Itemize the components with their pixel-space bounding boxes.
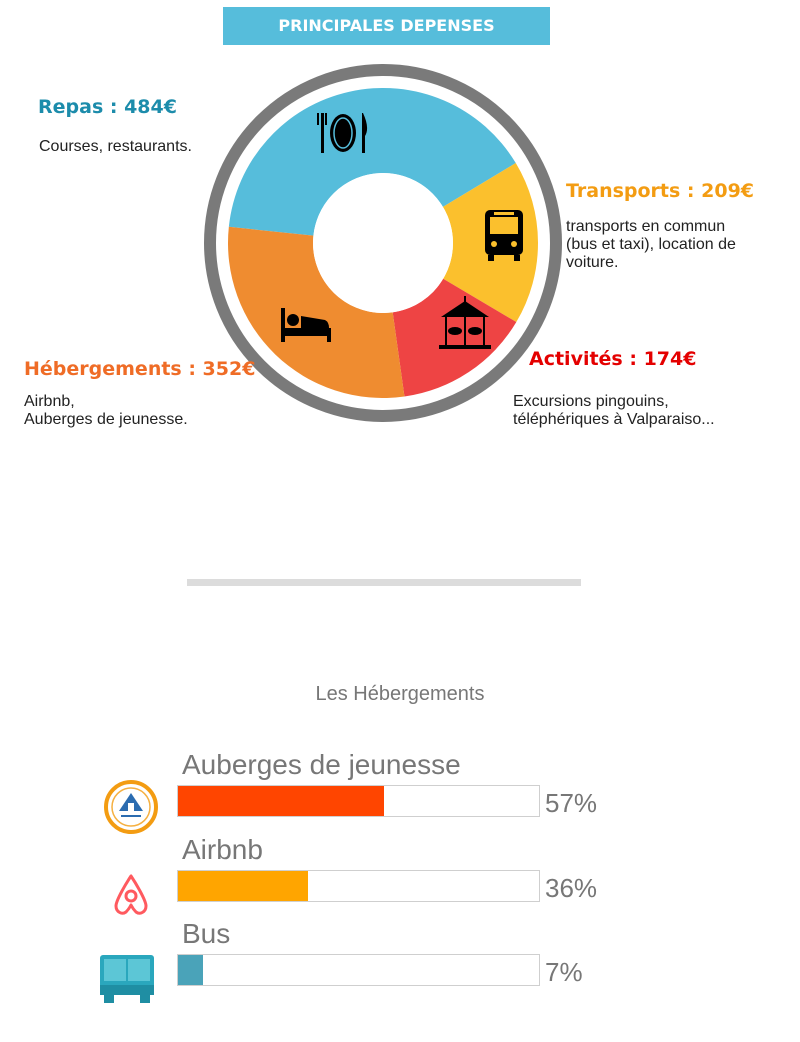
description-line: Auberges de jeunesse. — [24, 411, 188, 428]
bar-track-auberges — [177, 785, 540, 817]
hostelling-international-icon — [103, 779, 159, 835]
bar-label-auberges: Auberges de jeunesse — [182, 749, 461, 780]
section-title: Les Hébergements — [315, 683, 485, 705]
chart-title: PRINCIPALES DEPENSES — [223, 7, 550, 45]
bar-percent-airbnb: 36% — [545, 873, 598, 903]
bus-icon — [485, 210, 523, 261]
bar-fill-auberges — [178, 786, 384, 816]
label-hebergements: Hébergements : 352€ — [24, 358, 256, 380]
description-line: transports en commun — [566, 218, 726, 235]
bar-label-bus: Bus — [182, 918, 231, 949]
description-line: Excursions pingouins, — [513, 393, 669, 410]
bar-track-bus — [177, 954, 540, 986]
bar-percent-auberges: 57% — [545, 788, 598, 818]
bar-label-airbnb: Airbnb — [182, 834, 263, 865]
description-line: téléphériques à Valparaiso... — [513, 411, 715, 428]
description-repas — [39, 138, 192, 156]
description-hebergements — [24, 393, 188, 429]
label-repas: Repas : 484€ — [38, 96, 177, 118]
donut-hole — [313, 173, 453, 313]
bus-front-icon — [98, 953, 156, 1005]
description-transports — [566, 218, 736, 272]
bar-fill-bus — [178, 955, 203, 985]
description-line: (bus et taxi), location de — [566, 236, 736, 253]
bar-track-airbnb — [177, 870, 540, 902]
airbnb-icon — [108, 870, 154, 918]
label-transports: Transports : 209€ — [566, 180, 755, 202]
bar-fill-airbnb — [178, 871, 308, 901]
description-line: Airbnb, — [24, 393, 75, 410]
bar-percent-bus: 7% — [545, 957, 583, 987]
description-activites — [513, 393, 715, 429]
label-activites: Activités : 174€ — [529, 348, 697, 370]
section-divider — [187, 579, 581, 586]
description-line: voiture. — [566, 254, 619, 271]
description-line: Courses, restaurants. — [39, 138, 192, 155]
